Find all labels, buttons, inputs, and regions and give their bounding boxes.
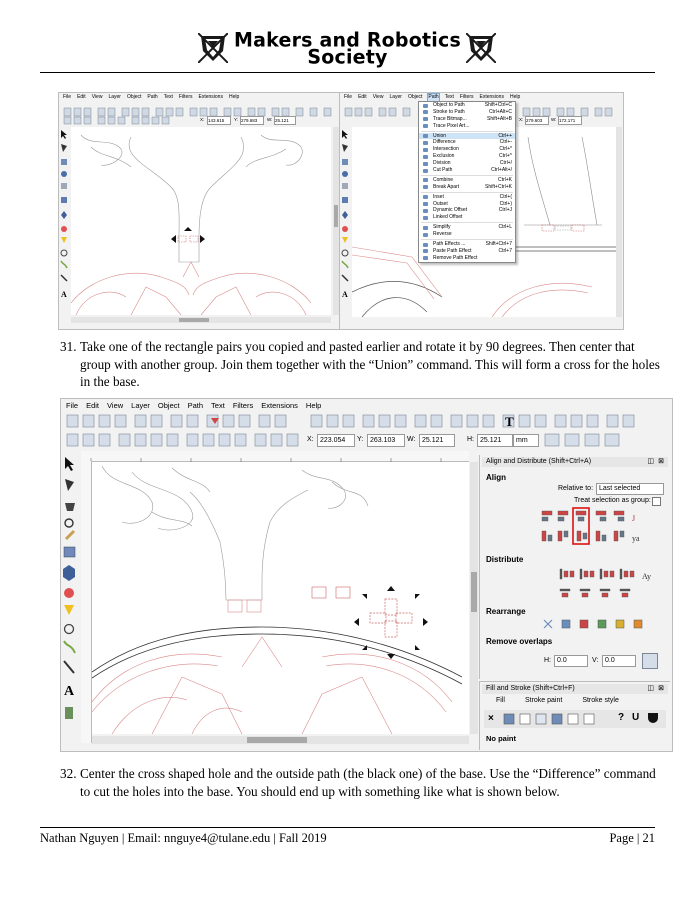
distribute-buttons[interactable] [558,565,666,605]
rearrange-heading: Rearrange [486,607,526,616]
treat-as-group-label: Treat selection as group: [574,497,651,504]
flat-color-icon [504,714,514,724]
fill-rule-nonzero-icon[interactable] [648,713,658,723]
menu-path[interactable]: Path [147,94,158,100]
footer-author: Nathan Nguyen | Email: nnguye4@tulane.edu | Fall 2019 [40,831,327,845]
panel-titlebar [482,684,668,694]
menu-item-trace-pixel-art[interactable]: Trace Pixel Art... [419,123,515,130]
menu-object[interactable]: Object [157,401,180,410]
menu-item-outset[interactable]: Outset Ctrl+) [419,201,515,208]
menu-item-cut-path[interactable]: Cut Path Ctrl+Alt+/ [419,167,515,174]
x-label: X: [307,436,314,443]
tool-controls-bar: X: 143.615 Y: 279.683 W: 25.121 [62,116,337,125]
align-heading: Align [486,473,506,482]
svg-text:T: T [505,414,514,429]
panel-iconify-icon[interactable]: ◫ [647,458,654,465]
tool-controls-bar: X: 279.603 W: 172.171 [343,116,618,125]
panel-close-icon[interactable]: ⊠ [658,458,664,465]
menu-file[interactable]: File [63,94,72,100]
pattern-icon [568,714,578,724]
svg-text:A: A [61,290,67,299]
mesh-icon [552,714,562,724]
menu-text[interactable]: Text [163,94,173,100]
linear-gradient-icon [520,714,530,724]
w-field[interactable]: 25.121 [419,434,455,447]
step-text: Center the cross shaped hole and the outside path (the black one) of the base. Use the “Difference” command to cut the holes into the base. You should end up with something like what is shown below. [80,766,656,799]
path-menu-dropdown [418,101,516,263]
step-number: 31. [60,339,77,354]
selector-tool-icon [61,130,67,139]
vertical-scrollbar[interactable] [616,127,622,317]
menu-item-division[interactable]: Division Ctrl+/ [419,160,515,167]
menu-help[interactable]: Help [305,401,322,410]
radial-gradient-icon [536,714,546,724]
header-title-line2: Society [307,45,388,69]
relative-to-select[interactable]: Last selected [596,483,664,495]
menu-layer[interactable]: Layer [389,94,402,100]
menu-item-exclusion[interactable]: Exclusion Ctrl+^ [419,153,515,160]
remove-overlaps-heading: Remove overlaps [486,637,553,646]
screenshot-inkscape-selection [58,92,341,330]
screenshot-inkscape-path-menu [339,92,624,330]
footer-rule [40,827,655,828]
menu-filters[interactable]: Filters [178,94,193,100]
unset-paint-button[interactable]: ? [618,712,625,723]
menu-path[interactable]: Path [428,94,439,100]
header-rule [40,72,655,73]
menu-edit[interactable]: Edit [358,94,367,100]
y-field[interactable]: 263.103 [367,434,405,447]
svg-text:ya: ya [632,534,640,543]
menu-extensions[interactable]: Extensions [479,94,504,100]
fill-stroke-panel [479,681,670,750]
x-field[interactable]: 223.054 [317,434,355,447]
h-field[interactable]: 25.121 [477,434,513,447]
menu-path[interactable]: Path [187,401,204,410]
distribute-heading: Distribute [486,555,524,564]
menu-extensions[interactable]: Extensions [261,401,298,410]
no-paint-label: No paint [486,734,516,743]
menu-object[interactable]: Object [407,94,423,100]
menu-layer[interactable]: Layer [108,94,121,100]
x-field[interactable]: 279.603 [525,116,549,125]
panel-title: Fill and Stroke (Shift+Ctrl+F) [486,685,575,692]
tool-controls-bar [65,432,665,448]
menu-item-difference[interactable]: Difference Ctrl+- [419,139,515,146]
menu-item-union[interactable]: Union Ctrl++ [419,133,515,140]
x-field[interactable]: 143.615 [207,116,231,125]
menu-item-trace-bitmap[interactable]: Trace Bitmap... Shift+Alt+B [419,116,515,123]
menu-layer[interactable]: Layer [131,401,150,410]
relative-to-label: Relative to: [558,485,594,492]
menubar [59,93,340,103]
drawing-canvas[interactable] [71,127,331,315]
menu-item-paste-path-effect[interactable]: Paste Path Effect Ctrl+7 [419,248,515,255]
menu-item-reverse[interactable]: Reverse [419,231,515,238]
unit-select[interactable]: mm [513,434,539,447]
screenshot-inkscape-align [60,398,673,752]
horizontal-scrollbar[interactable] [71,317,331,323]
remove-overlaps-button[interactable] [642,653,658,669]
menu-help[interactable]: Help [228,94,240,100]
menu-view[interactable]: View [91,94,103,100]
menu-item-dynamic-offset[interactable]: Dynamic Offset Ctrl+J [419,207,515,214]
horizontal-scrollbar[interactable] [92,736,469,744]
overlap-v-label: V: [592,657,599,664]
toolbox [61,451,79,747]
step-text: Take one of the rectangle pairs you copied and pasted earlier and rotate it by 90 degrees. Then center that group with another group. Join them together with the “Union” command. This will form a cross for the holes in the base. [80,339,660,389]
menu-file[interactable]: File [344,94,353,100]
treat-as-group-checkbox[interactable] [652,497,661,506]
panel-title: Align and Distribute (Shift+Ctrl+A) [486,458,592,465]
fill-stroke-tabs [486,697,619,704]
menu-item-stroke-to-path[interactable]: Stroke to Path Ctrl+Alt+C [419,109,515,116]
menu-edit[interactable]: Edit [77,94,86,100]
w-field[interactable]: 172.171 [558,116,582,125]
step-31-paragraph [60,338,660,391]
header-title-line1: Makers and Robotics [234,28,461,52]
menu-item-break-apart[interactable]: Break Apart Shift+Ctrl+K [419,184,515,191]
menu-filters[interactable]: Filters [459,94,474,100]
menu-item-linked-offset[interactable]: Linked Offset [419,214,515,221]
overlap-v-field[interactable]: 0.0 [602,655,636,667]
svg-text:J: J [632,514,636,523]
tab-fill[interactable]: Fill [496,697,505,704]
menu-item-inset[interactable]: Inset Ctrl+( [419,194,515,201]
panel-titlebar [482,457,668,467]
menu-item-intersection[interactable]: Intersection Ctrl+* [419,146,515,153]
command-toolbar [62,104,337,114]
menu-help[interactable]: Help [509,94,521,100]
no-paint-button[interactable]: × [488,713,494,724]
menu-view[interactable]: View [107,401,124,410]
fill-rule-evenodd-button[interactable]: U [632,712,640,723]
horizontal-ruler [81,451,469,462]
menu-view[interactable]: View [372,94,384,100]
menu-item-object-to-path[interactable]: Object to Path Shift+Ctrl+C [419,102,515,109]
selector-tool-icon [65,457,74,471]
svg-text:A: A [342,290,348,299]
page-header-title [0,28,695,69]
menu-item-path-effects[interactable]: Path Effects ... Shift+Ctrl+7 [419,241,515,248]
menu-edit[interactable]: Edit [86,401,100,410]
step-number: 32. [60,766,77,781]
footer-page-number: Page | 21 [609,831,655,845]
toolbox [59,127,69,327]
vertical-ruler [81,461,92,743]
overlap-h-field[interactable]: 0.0 [554,655,588,667]
menu-item-combine[interactable]: Combine Ctrl+K [419,177,515,184]
svg-text:Ay: Ay [642,572,652,581]
vertical-scrollbar[interactable] [470,462,478,734]
rearrange-buttons[interactable] [540,615,668,633]
w-label: W: [407,436,416,443]
panel-iconify-icon[interactable]: ◫ [647,685,654,692]
align-buttons[interactable] [540,507,668,547]
paint-type-buttons [484,710,666,728]
tab-stroke-paint[interactable]: Stroke paint [524,697,563,704]
menubar [61,399,672,414]
overlap-h-label: H: [544,657,551,664]
align-distribute-panel [479,455,670,679]
step-32-paragraph [60,765,660,800]
h-label: H: [467,436,474,443]
menu-file[interactable]: File [66,401,79,410]
drawing-canvas[interactable] [92,462,469,734]
menu-text[interactable]: Text [444,94,454,100]
svg-text:A: A [64,684,75,699]
command-toolbar [65,413,665,429]
menu-object[interactable]: Object [126,94,142,100]
menu-item-remove-path-effect[interactable]: Remove Path Effect [419,255,515,262]
panel-close-icon[interactable]: ⊠ [658,685,664,692]
menu-extensions[interactable]: Extensions [198,94,223,100]
toolbox [340,127,350,327]
y-field[interactable]: 279.683 [240,116,264,125]
tab-stroke-style[interactable]: Stroke style [582,697,619,704]
menu-item-simplify[interactable]: Simplify Ctrl+L [419,224,515,231]
menu-text[interactable]: Text [211,401,225,410]
y-label: Y: [357,436,364,443]
menu-filters[interactable]: Filters [232,401,254,410]
swatch-icon [584,714,594,724]
w-field[interactable]: 25.121 [274,116,296,125]
